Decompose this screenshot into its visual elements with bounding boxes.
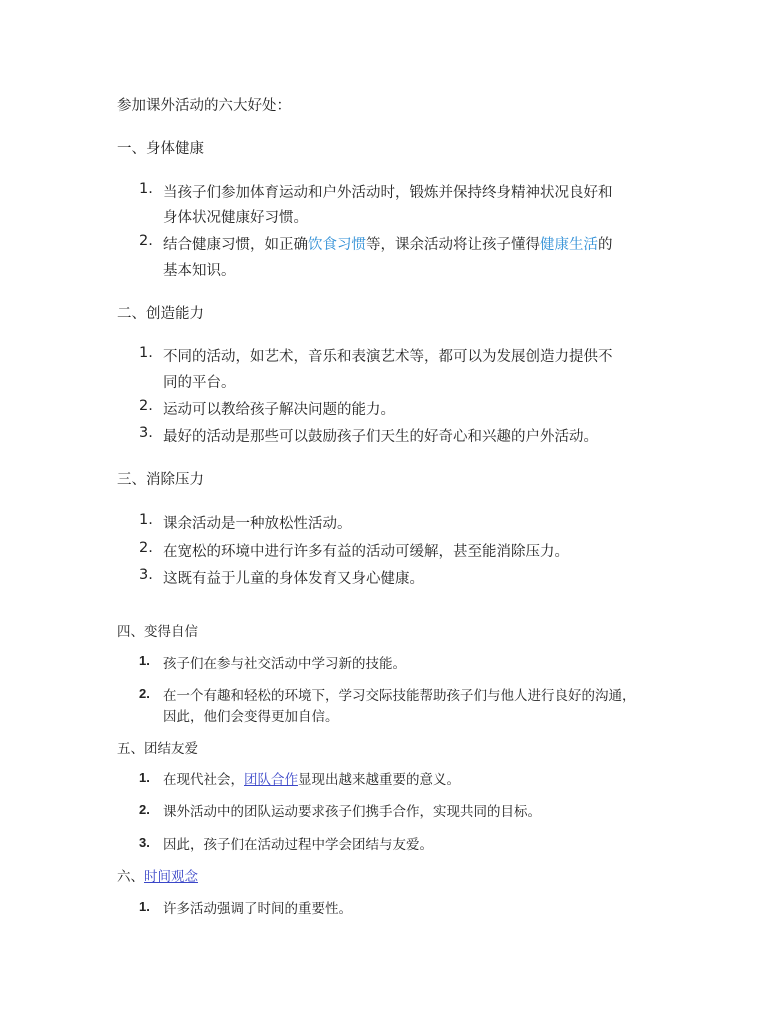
text-segment: 等，课余活动将让孩子懂得 (366, 237, 540, 253)
list-item-text: 在一个有趣和轻松的环境下，学习交际技能帮助孩子们与他人进行良好的沟通， (163, 688, 636, 704)
list-item-text: 孩子们在参与社交活动中学习新的技能。 (163, 656, 406, 672)
section-heading-teamwork: 五、团结友爱 (117, 741, 198, 757)
diet-habit-link[interactable]: 饮食习惯 (308, 237, 366, 253)
list-number: 3. (139, 835, 150, 850)
list-number: 1. (139, 770, 150, 785)
list-number: 2. (139, 802, 150, 817)
section-heading-health: 一、身体健康 (117, 141, 204, 157)
healthy-life-link[interactable]: 健康生活 (540, 237, 598, 253)
list-number: 1. (139, 653, 150, 668)
section-heading-creativity: 二、创造能力 (117, 306, 204, 322)
list-item-text: 运动可以教给孩子解决问题的能力。 (163, 402, 395, 418)
text-segment: 结合健康习惯，如正确 (163, 237, 308, 253)
list-item-text-cont: 因此，他们会变得更加自信。 (163, 709, 339, 725)
list-number: 1. (139, 512, 153, 528)
list-item-text-cont: 基本知识。 (163, 263, 236, 279)
list-item-text: 课余活动是一种放松性活动。 (163, 516, 352, 532)
section-heading-time (117, 865, 198, 885)
list-item-text: 这既有益于儿童的身体发育又身心健康。 (163, 571, 424, 587)
list-number: 2. (139, 686, 150, 701)
list-number: 2. (139, 540, 153, 556)
list-number: 1. (139, 899, 150, 914)
list-number: 1. (139, 345, 153, 361)
section-heading-stress: 三、消除压力 (117, 472, 204, 488)
list-item-text: 最好的活动是那些可以鼓励孩子们天生的好奇心和兴趣的户外活动。 (163, 429, 598, 445)
list-number: 3. (139, 425, 153, 441)
teamwork-link[interactable]: 团队合作 (244, 772, 298, 788)
list-number: 2. (139, 398, 153, 414)
list-item-text: 课外活动中的团队运动要求孩子们携手合作，实现共同的目标。 (163, 804, 541, 820)
list-item-text: 许多活动强调了时间的重要性。 (163, 901, 352, 917)
list-number: 2. (139, 233, 153, 249)
text-segment: 在现代社会， (163, 772, 244, 788)
list-item-text-cont: 同的平台。 (163, 375, 236, 391)
list-number: 3. (139, 567, 153, 583)
list-item-text: 因此，孩子们在活动过程中学会团结与友爱。 (163, 837, 433, 853)
text-segment: 显现出越来越重要的意义。 (298, 772, 460, 788)
list-item-text: 在宽松的环境中进行许多有益的活动可缓解，甚至能消除压力。 (163, 544, 569, 560)
section-heading-confidence: 四、变得自信 (117, 624, 198, 640)
document-title: 参加课外活动的六大好处： (117, 98, 291, 114)
list-number: 1. (139, 181, 153, 197)
list-item-text-cont: 身体状况健康好习惯。 (163, 210, 308, 226)
list-item-text (163, 233, 613, 254)
heading-prefix: 六、 (117, 869, 144, 885)
list-item-text: 不同的活动，如艺术，音乐和表演艺术等，都可以为发展创造力提供不 (163, 349, 613, 365)
text-segment: 的 (598, 237, 613, 253)
list-item-text: 当孩子们参加体育运动和户外活动时，锻炼并保持终身精神状况良好和 (163, 185, 613, 201)
time-concept-link[interactable]: 时间观念 (144, 869, 198, 885)
list-item-text (163, 768, 460, 788)
